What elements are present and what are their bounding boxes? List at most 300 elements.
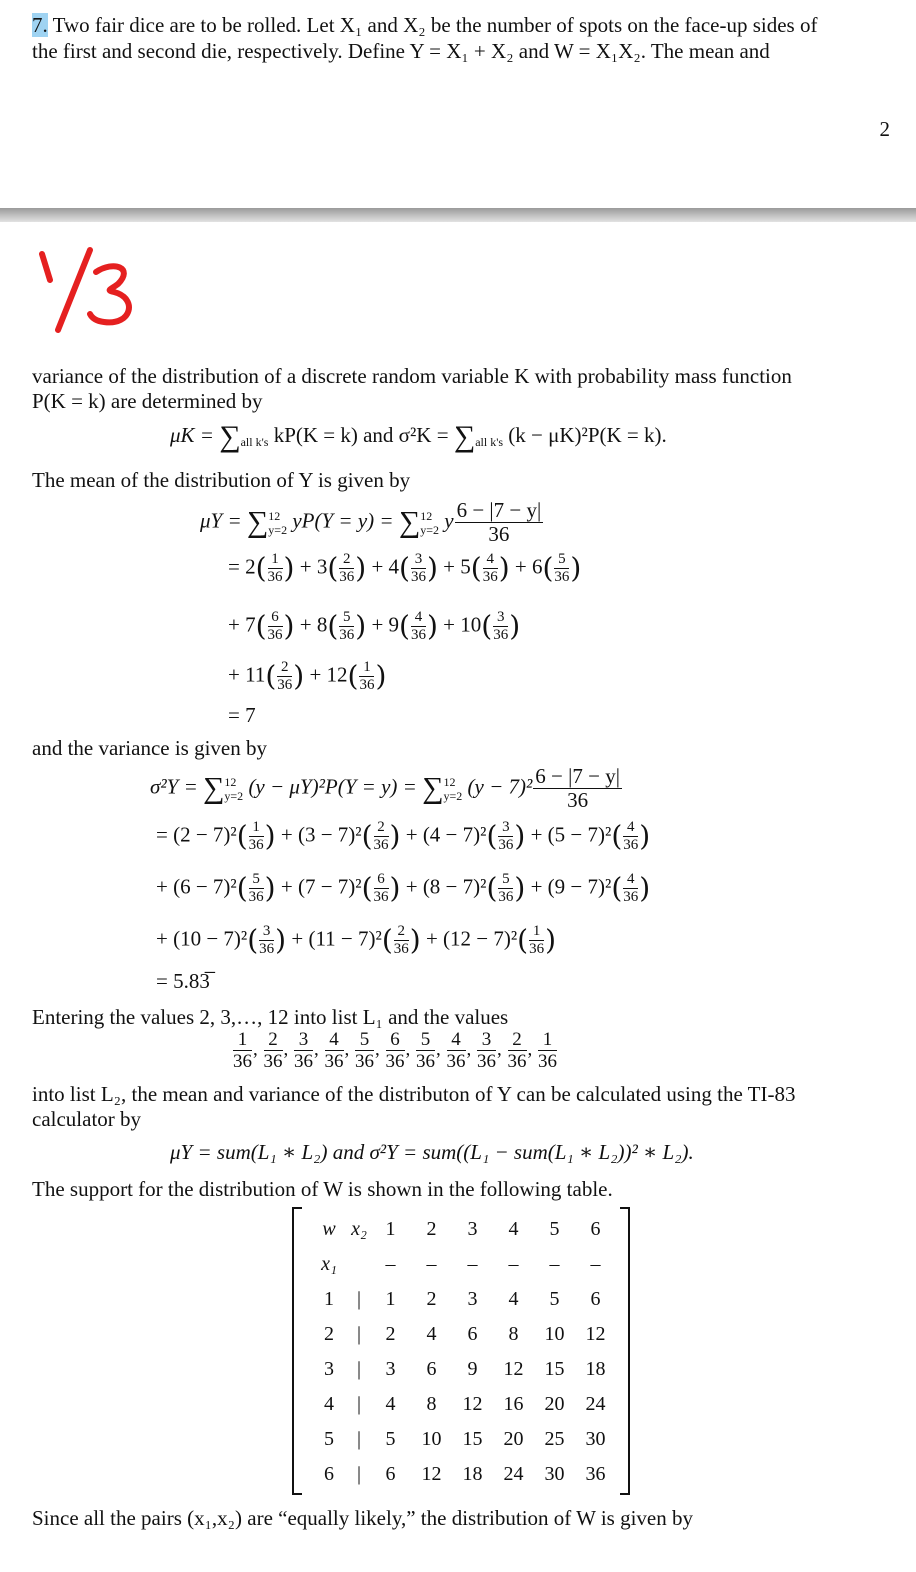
list-fraction-den: 36 xyxy=(294,1051,313,1072)
open-paren: ( xyxy=(361,871,373,905)
list-fractions xyxy=(232,1030,558,1071)
support-table-bracket-right xyxy=(620,1207,630,1495)
variance-prob-fraction-num: 4 xyxy=(623,820,638,837)
variance-prob-fraction-num: 5 xyxy=(498,872,513,889)
list-fraction xyxy=(508,1030,527,1071)
table-bar: | xyxy=(356,1323,361,1345)
sum-symbol: ∑ xyxy=(219,420,241,454)
open-paren: ( xyxy=(399,551,410,585)
table-header-cell: 1 xyxy=(385,1218,396,1240)
open-paren: ( xyxy=(611,819,623,853)
close-paren: ) xyxy=(639,871,651,905)
variance-prob-fraction-den: 36 xyxy=(248,837,264,853)
plus-sign: + xyxy=(366,612,389,637)
table-dash: – xyxy=(508,1253,519,1275)
table-bar: | xyxy=(356,1288,361,1310)
comma: , xyxy=(405,1038,415,1060)
sum-symbol: ∑ xyxy=(246,505,269,539)
mean-prob-fraction-den: 36 xyxy=(359,677,375,693)
table-header-row xyxy=(310,1212,616,1247)
list-fraction xyxy=(477,1030,496,1071)
comma: , xyxy=(253,1038,263,1060)
variance-prob-fraction xyxy=(394,924,409,957)
variance-prob-fraction-den: 36 xyxy=(498,889,514,905)
list-fraction-den: 36 xyxy=(263,1051,283,1072)
table-value-cell: 25 xyxy=(544,1428,565,1450)
variance-prob-fraction xyxy=(623,820,638,853)
sum-subscript-2: all k's xyxy=(475,435,504,450)
sum-lower: y=2 xyxy=(268,522,288,537)
mean-prob-fraction-num: 5 xyxy=(339,610,354,627)
table-value-cell: 15 xyxy=(462,1428,483,1450)
mean-coefficient: 7 xyxy=(245,612,256,637)
mean-prob-fraction xyxy=(268,552,283,585)
variance-result: = 5.83̅ xyxy=(156,969,210,993)
open-paren: ( xyxy=(542,551,554,585)
variance-prob-fraction-num: 2 xyxy=(394,924,409,941)
close-paren: ) xyxy=(426,551,438,585)
table-value-cell: 12 xyxy=(462,1393,483,1415)
table-value-cell: 4 xyxy=(508,1288,519,1310)
problem-text-1: Two fair dice are to be rolled. Let X₁ and X₂ be the number of spots on the face-up sides of xyxy=(52,13,818,37)
open-paren: ( xyxy=(486,871,498,905)
pmf-fraction xyxy=(533,766,622,811)
list-fraction-num: 4 xyxy=(325,1030,344,1051)
mean-equation-line-3: + 7( $\frac{6}{36}$ ) + 8( $\frac{5}{36}$ ) + 9( $\frac{4}{36}$ ) + 10( $\frac{3}{36}$ ) xyxy=(228,609,521,643)
list-fraction-num: 6 xyxy=(386,1030,405,1051)
table-bar: | xyxy=(356,1358,361,1380)
mean-prob-fraction-den: 36 xyxy=(410,569,426,585)
table-value-cell: 12 xyxy=(503,1358,524,1380)
open-paren: ( xyxy=(347,659,359,693)
variance-prob-fraction-num: 2 xyxy=(374,820,389,837)
comma: , xyxy=(375,1038,385,1060)
table-value-cell: 2 xyxy=(385,1323,396,1345)
table-value-cell: 10 xyxy=(421,1428,442,1450)
table-value-cell: 4 xyxy=(385,1393,396,1415)
open-paren: ( xyxy=(361,819,373,853)
sum-lower-2: y=2 xyxy=(443,788,463,803)
comma: , xyxy=(314,1038,324,1060)
table-header-cell: 6 xyxy=(590,1218,601,1240)
support-intro: The support for the distribution of W is shown in the following table. xyxy=(32,1177,613,1201)
variance-deviation: (8 − 7)² xyxy=(422,874,487,899)
table-value-cell: 5 xyxy=(385,1428,396,1450)
close-paren: ) xyxy=(375,659,387,693)
mean-prob-fraction-den: 36 xyxy=(277,677,293,693)
variance-equation-line-2: = (2 − 7)²( $\frac{1}{36}$ ) + (3 − 7)²( $\frac{2}{36}$ ) + (4 − 7)²( $\frac{3}{36}$ ) + (5 − 7)²( $\frac{4}{36}$ ) xyxy=(156,819,651,853)
sum-limits-2 xyxy=(443,775,462,803)
table-header-cell: 4 xyxy=(508,1218,519,1240)
sum-symbol-2: ∑ xyxy=(453,420,476,454)
list-fraction xyxy=(355,1030,374,1071)
open-paren: ( xyxy=(327,609,339,643)
eq-body-1: kP(K = k) and σ²K = xyxy=(273,423,454,447)
mean-prob-fraction-num: 3 xyxy=(411,552,426,569)
variance-prob-fraction-den: 36 xyxy=(393,941,409,957)
plus-sign: + xyxy=(525,874,548,899)
table-header-cell: 3 xyxy=(467,1218,478,1240)
list-fraction-num: 1 xyxy=(233,1030,252,1051)
plus-sign: + xyxy=(294,554,317,579)
variance-equation-line-3: + (6 − 7)²( $\frac{5}{36}$ ) + (7 − 7)²( $\frac{6}{36}$ ) + (8 − 7)²( $\frac{5}{36}$ ) + (9 − 7)²( $\frac{4}{36}$ ) xyxy=(156,871,651,905)
table-x1-cell: 3 xyxy=(324,1358,334,1380)
table-value-cell: 9 xyxy=(467,1358,478,1380)
table-value-cell: 6 xyxy=(467,1323,478,1345)
open-paren: ( xyxy=(481,609,493,643)
table-value-cell: 8 xyxy=(508,1323,519,1345)
plus-sign: + xyxy=(275,874,298,899)
mean-coefficient: 6 xyxy=(531,554,543,579)
table-value-cell: 18 xyxy=(585,1358,606,1380)
list-fraction-den: 36 xyxy=(355,1051,374,1072)
mean-prob-fraction xyxy=(411,552,426,585)
mean-prob-fraction-num: 5 xyxy=(554,552,569,569)
open-paren: ( xyxy=(517,923,529,957)
table-value-cell: 8 xyxy=(426,1393,437,1415)
variance-deviation: (7 − 7)² xyxy=(297,874,362,899)
table-value-cell: 16 xyxy=(503,1393,524,1415)
list-fraction-num: 2 xyxy=(264,1030,283,1051)
open-paren: ( xyxy=(255,609,267,643)
list-fraction-num: 5 xyxy=(355,1030,374,1051)
paragraph-line-2: P(K = k) are determined by xyxy=(32,389,263,413)
mean-coefficient: 2 xyxy=(245,554,256,579)
mean-prob-fraction-num: 4 xyxy=(411,610,426,627)
mean-prob-fraction xyxy=(411,610,426,643)
mean-prob-fraction-num: 4 xyxy=(483,552,498,569)
sum-symbol-2: ∑ xyxy=(422,771,444,805)
annotation-drawing xyxy=(36,246,146,336)
mean-result: = 7 xyxy=(228,703,256,727)
page-number: 2 xyxy=(879,117,890,141)
sum-symbol: ∑ xyxy=(203,771,225,805)
calculator-equation: μY = sum(L₁ ∗ L₂) and σ²Y = sum((L₁ − sum(L₁ ∗ L₂))² ∗ L₂). xyxy=(170,1140,694,1164)
open-paren: ( xyxy=(327,551,339,585)
table-value-cell: 30 xyxy=(544,1463,565,1485)
close-paren: ) xyxy=(283,609,295,643)
variance-term-1: (y − μY)²P(Y = y) = xyxy=(248,774,423,799)
mean-prob-fraction-num: 2 xyxy=(277,660,292,677)
mean-prob-fraction-num: 3 xyxy=(493,610,508,627)
variance-deviation: (3 − 7)² xyxy=(297,822,362,847)
sum-subscript: all k's xyxy=(240,435,269,450)
mean-coefficient: 4 xyxy=(388,554,400,579)
list-fraction-den: 36 xyxy=(507,1051,527,1072)
table-value-cell: 12 xyxy=(421,1463,442,1485)
list-fraction xyxy=(233,1030,252,1071)
open-paren: ( xyxy=(611,871,623,905)
list-fraction-num: 3 xyxy=(294,1030,313,1051)
list-fraction-num: 2 xyxy=(508,1030,527,1051)
close-paren: ) xyxy=(355,609,367,643)
mean-prob-fraction-den: 36 xyxy=(267,569,283,585)
list-fraction-num: 3 xyxy=(477,1030,496,1051)
sum-lower-2: y=2 xyxy=(420,522,439,537)
list-line-3: calculator by xyxy=(32,1107,142,1131)
mean-prob-fraction xyxy=(554,552,569,585)
plus-sign: + xyxy=(420,926,444,951)
table-row xyxy=(310,1282,616,1317)
table-value-cell: 6 xyxy=(426,1358,437,1380)
plus-sign: + xyxy=(509,554,532,579)
mean-prob-fraction-num: 1 xyxy=(359,660,374,677)
table-value-cell: 5 xyxy=(549,1288,560,1310)
pmf-den: 36 xyxy=(488,522,510,546)
table-dash: – xyxy=(467,1253,478,1275)
mean-prob-fraction-den: 36 xyxy=(482,569,498,585)
comma: , xyxy=(466,1038,476,1060)
variance-deviation: (4 − 7)² xyxy=(422,822,487,847)
variance-prob-fraction-num: 4 xyxy=(623,872,638,889)
sum-lower: y=2 xyxy=(224,788,244,803)
table-value-cell: 1 xyxy=(385,1288,396,1310)
table-value-cell: 12 xyxy=(585,1323,606,1345)
eq-body-2: (k − μK)²P(K = k). xyxy=(508,423,667,447)
plus-sign: + xyxy=(294,612,317,637)
list-line-1: Entering the values 2, 3,…, 12 into list L₁ and the values xyxy=(32,1005,509,1029)
close-paren: ) xyxy=(498,551,510,585)
table-row xyxy=(310,1317,616,1352)
close-paren: ) xyxy=(639,819,651,853)
mean-coefficient: 12 xyxy=(326,662,348,687)
table-value-cell: 2 xyxy=(426,1288,437,1310)
variance-prob-fraction-den: 36 xyxy=(373,889,389,905)
table-dash-row xyxy=(310,1247,616,1282)
variance-prob-fraction-den: 36 xyxy=(498,837,514,853)
mean-equation-line-2: = 2( $\frac{1}{36}$ ) + 3( $\frac{2}{36}$ ) + 4( $\frac{3}{36}$ ) + 5( $\frac{4}{36}$ ) + 6( $\frac{5}{36}$ ) xyxy=(228,551,582,585)
plus-sign: + xyxy=(275,822,298,847)
mean-prob-fraction xyxy=(483,552,498,585)
handwritten-annotation xyxy=(36,246,146,336)
mean-coefficient: 9 xyxy=(388,612,400,637)
list-fraction xyxy=(325,1030,344,1071)
variance-term-2: (y − 7)² xyxy=(467,774,533,799)
variance-prob-fraction-num: 3 xyxy=(259,924,274,941)
table-value-cell: 24 xyxy=(503,1463,524,1485)
variance-prob-fraction xyxy=(374,872,389,905)
sum-limits-2 xyxy=(420,509,439,537)
list-fraction-num: 5 xyxy=(416,1030,435,1051)
pmf-fraction xyxy=(455,500,544,545)
close-paren: ) xyxy=(509,609,521,643)
mean-coefficient: 3 xyxy=(316,554,328,579)
table-value-cell: 4 xyxy=(426,1323,437,1345)
close-paren: ) xyxy=(264,819,276,853)
plus-sign: + xyxy=(437,612,461,637)
close-paren: ) xyxy=(355,551,367,585)
table-row-label: x₁ xyxy=(321,1253,337,1275)
table-value-cell: 24 xyxy=(585,1393,606,1415)
open-paren: ( xyxy=(236,871,248,905)
table-x1-cell: 1 xyxy=(324,1288,334,1310)
variance-deviation: (5 − 7)² xyxy=(547,822,612,847)
variance-prob-fraction xyxy=(623,872,638,905)
variance-prob-fraction xyxy=(529,924,544,957)
table-value-cell: 20 xyxy=(544,1393,565,1415)
list-fraction xyxy=(294,1030,313,1071)
table-x1-cell: 5 xyxy=(324,1428,334,1450)
table-bar: | xyxy=(356,1428,361,1450)
close-paren: ) xyxy=(283,551,295,585)
list-fraction-den: 36 xyxy=(385,1051,405,1072)
pmf-num: 6 − |7 − y| xyxy=(535,764,620,788)
list-fraction-num: 4 xyxy=(447,1030,466,1051)
table-value-cell: 15 xyxy=(544,1358,565,1380)
table-value-cell: 3 xyxy=(467,1288,478,1310)
close-paren: ) xyxy=(426,609,438,643)
mean-prob-fraction xyxy=(268,610,283,643)
list-fraction xyxy=(416,1030,435,1071)
table-x1-cell: 4 xyxy=(324,1393,334,1415)
table-bar: | xyxy=(356,1393,361,1415)
plus-sign: + xyxy=(525,822,548,847)
mean-prob-fraction xyxy=(493,610,508,643)
list-fraction xyxy=(264,1030,283,1071)
support-table-grid xyxy=(310,1212,616,1492)
mean-prob-fraction xyxy=(339,610,354,643)
mean-prob-fraction xyxy=(339,552,354,585)
closing-line: Since all the pairs (x₁,x₂) are “equally likely,” the distribution of W is given by xyxy=(32,1506,694,1530)
comma: , xyxy=(344,1038,354,1060)
table-bar: | xyxy=(356,1463,361,1485)
variance-equation-line-1 xyxy=(150,766,623,811)
list-fraction-den: 36 xyxy=(324,1051,344,1072)
mean-prob-fraction-den: 36 xyxy=(493,627,509,643)
variance-equation-line-4: + (10 − 7)²( $\frac{3}{36}$ ) + (11 − 7)²( $\frac{2}{36}$ ) + (12 − 7)²( $\frac{1}{36}$ ) xyxy=(156,923,557,957)
mean-prob-fraction xyxy=(277,660,292,693)
open-paren: ( xyxy=(399,609,410,643)
mu-k: μK = xyxy=(170,423,220,447)
list-fraction xyxy=(447,1030,466,1071)
variance-prob-fraction-den: 36 xyxy=(373,837,389,853)
list-fraction-den: 36 xyxy=(446,1051,466,1072)
table-dash: – xyxy=(426,1253,437,1275)
table-value-cell: 3 xyxy=(385,1358,396,1380)
sigma-y: σ²Y = xyxy=(150,774,204,799)
list-fraction-den: 36 xyxy=(477,1051,496,1072)
mean-prob-fraction-den: 36 xyxy=(339,569,355,585)
table-value-cell: 6 xyxy=(590,1288,601,1310)
paragraph-line-1: variance of the distribution of a discrete random variable K with probability mass function xyxy=(32,364,792,388)
close-paren: ) xyxy=(389,871,401,905)
close-paren: ) xyxy=(514,871,526,905)
mean-prob-fraction-den: 36 xyxy=(554,569,570,585)
mean-intro: The mean of the distribution of Y is given by xyxy=(32,468,411,492)
list-fraction xyxy=(386,1030,405,1071)
list-fraction-den: 36 xyxy=(233,1051,252,1072)
variance-prob-fraction-num: 6 xyxy=(374,872,389,889)
close-paren: ) xyxy=(409,923,421,957)
mean-term-1: yP(Y = y) = xyxy=(292,508,399,533)
sum-upper: 12 xyxy=(268,508,281,523)
variance-prob-fraction xyxy=(259,924,274,957)
open-paren: ( xyxy=(470,551,482,585)
table-row xyxy=(310,1387,616,1422)
variance-prob-fraction xyxy=(249,872,264,905)
support-table xyxy=(310,1212,616,1492)
page-divider xyxy=(0,208,916,222)
sum-symbol-2: ∑ xyxy=(398,505,421,539)
mean-prob-fraction-num: 1 xyxy=(268,552,283,569)
open-paren: ( xyxy=(255,551,267,585)
variance-prob-fraction xyxy=(374,820,389,853)
pmf-num: 6 − |7 − y| xyxy=(456,498,542,522)
close-paren: ) xyxy=(570,551,582,585)
list-fraction xyxy=(538,1030,557,1071)
close-paren: ) xyxy=(264,871,276,905)
table-corner-w: w xyxy=(322,1218,336,1240)
list-fraction-den: 36 xyxy=(538,1051,557,1072)
table-dash: – xyxy=(549,1253,560,1275)
variance-prob-fraction xyxy=(249,820,264,853)
mean-prob-fraction xyxy=(359,660,374,693)
table-corner-x2: x₂ xyxy=(351,1218,367,1240)
variance-deviation: (2 − 7)² xyxy=(173,822,237,847)
sum-limits xyxy=(268,509,287,537)
plus-sign: + xyxy=(400,874,423,899)
problem-number: 7. xyxy=(32,13,48,37)
variance-prob-fraction xyxy=(498,872,513,905)
variance-prob-fraction xyxy=(498,820,513,853)
close-paren: ) xyxy=(389,819,401,853)
support-table-bracket-left xyxy=(292,1207,302,1495)
table-dash: – xyxy=(590,1253,601,1275)
variance-prob-fraction-num: 5 xyxy=(249,872,264,889)
mean-term-2: y xyxy=(444,508,454,533)
general-mean-variance-eq xyxy=(170,420,667,454)
problem-line-2: the first and second die, respectively. Define Y = X₁ + X₂ and W = X₁X₂. The mean and xyxy=(32,39,770,63)
comma: , xyxy=(527,1038,537,1060)
table-dash: – xyxy=(385,1253,396,1275)
table-header-cell: 2 xyxy=(426,1218,437,1240)
open-paren: ( xyxy=(247,923,259,957)
variance-prob-fraction-den: 36 xyxy=(259,941,275,957)
list-fraction-den: 36 xyxy=(416,1051,435,1072)
mean-equation-line-1 xyxy=(200,500,544,545)
variance-deviation: (11 − 7)² xyxy=(308,926,382,951)
table-value-cell: 10 xyxy=(544,1323,565,1345)
variance-prob-fraction-den: 36 xyxy=(623,837,639,853)
table-value-cell: 30 xyxy=(585,1428,606,1450)
mean-prob-fraction-num: 2 xyxy=(339,552,354,569)
plus-sign: + xyxy=(304,662,327,687)
plus-sign: + xyxy=(437,554,461,579)
variance-prob-fraction-num: 1 xyxy=(529,924,544,941)
table-row xyxy=(310,1457,616,1492)
open-paren: ( xyxy=(381,923,393,957)
mu-y: μY = xyxy=(200,508,247,533)
open-paren: ( xyxy=(265,659,277,693)
table-value-cell: 36 xyxy=(585,1463,606,1485)
list-fraction-num: 1 xyxy=(538,1030,557,1051)
variance-prob-fraction-num: 1 xyxy=(249,820,264,837)
close-paren: ) xyxy=(293,659,305,693)
sum-upper: 12 xyxy=(224,774,237,789)
mean-coefficient: 8 xyxy=(316,612,328,637)
variance-prob-fraction-den: 36 xyxy=(248,889,264,905)
table-value-cell: 18 xyxy=(462,1463,483,1485)
variance-prob-fraction-num: 3 xyxy=(498,820,513,837)
mean-prob-fraction-num: 6 xyxy=(268,610,283,627)
close-paren: ) xyxy=(514,819,526,853)
mean-equation-line-4: + 11( $\frac{2}{36}$ ) + 12( $\frac{1}{36}$ ) xyxy=(228,659,387,693)
variance-deviation: (6 − 7)² xyxy=(173,874,237,899)
table-header-cell: 5 xyxy=(549,1218,560,1240)
comma: , xyxy=(497,1038,507,1060)
mean-coefficient: 10 xyxy=(460,612,482,637)
table-value-cell: 20 xyxy=(503,1428,524,1450)
